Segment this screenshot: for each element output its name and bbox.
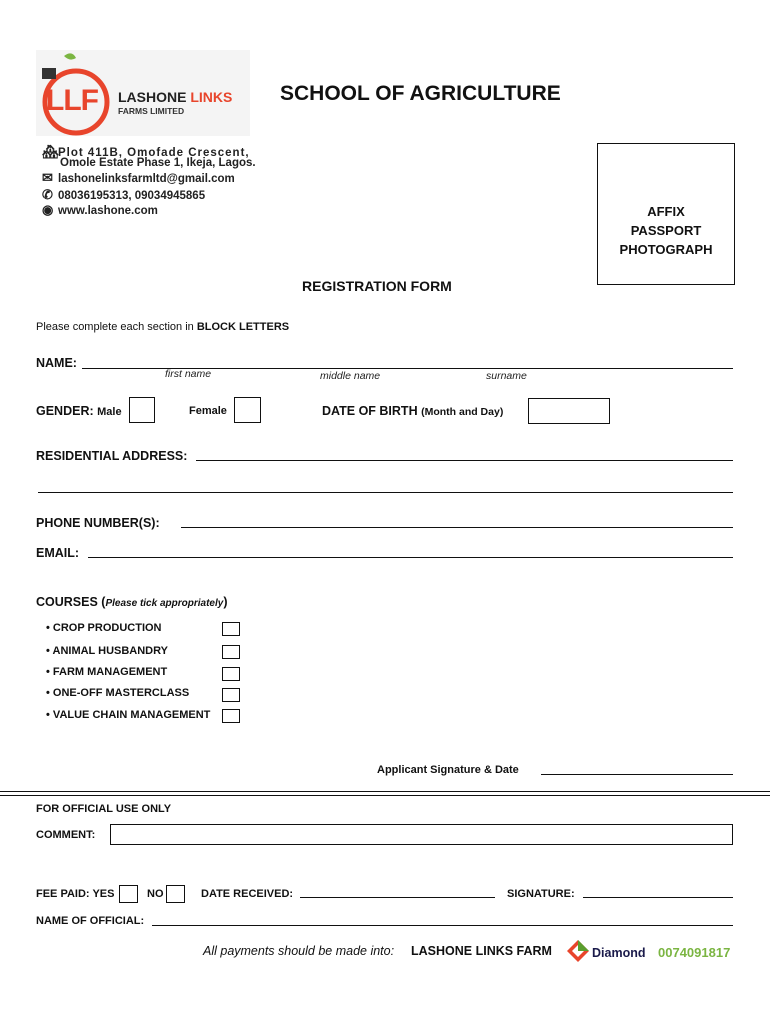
comment-field[interactable] [110,824,733,845]
course-checkbox[interactable] [222,688,240,702]
photo-line1: AFFIX [647,204,685,219]
diamond-bank-icon [566,939,590,963]
address-field-2[interactable] [38,492,733,493]
logo-sub: FARMS LIMITED [118,106,185,116]
address-line2: Omole Estate Phase 1, Ikeja, Lagos. [60,157,256,169]
course-item: • CROP PRODUCTION [46,622,162,634]
fee-yes-checkbox[interactable] [119,885,138,903]
surname-hint: surname [486,370,527,382]
course-item: • ONE-OFF MASTERCLASS [46,687,190,699]
dob-field[interactable] [528,398,610,424]
form-title: REGISTRATION FORM [302,278,452,294]
email-field[interactable] [88,557,733,558]
female-checkbox[interactable] [234,397,261,423]
logo-initials: LLF [46,84,98,117]
logo-name: LASHONE LINKS [118,89,233,105]
official-name-label: NAME OF OFFICIAL: [36,915,145,927]
phone-contact: ✆ 08036195313, 09034945865 [42,187,206,202]
passport-photo-box[interactable] [597,143,735,285]
comment-label: COMMENT: [36,829,96,841]
applicant-signature-field[interactable] [541,774,733,775]
course-item: • VALUE CHAIN MANAGEMENT [46,709,211,721]
official-title: FOR OFFICIAL USE ONLY [36,803,172,815]
gender-label: GENDER: Male [36,404,122,418]
course-checkbox[interactable] [222,645,240,659]
fee-no-label: NO [147,888,164,900]
name-label: NAME: [36,356,77,370]
logo [36,50,250,136]
course-item: • FARM MANAGEMENT [46,666,168,678]
courses-label: COURSES (Please tick appropriately) [36,595,228,609]
location-icon: 🏘 [42,144,59,159]
photo-line2: PASSPORT [630,223,702,238]
address: 🏘Plot 411B, Omofade Crescent, [42,144,250,159]
globe-icon: ◉ [42,202,54,217]
email-contact: ✉ lashonelinksfarmltd@gmail.com [42,170,235,185]
account-name: LASHONE LINKS FARM [411,944,552,958]
official-signature-field[interactable] [583,897,733,898]
address-label: RESIDENTIAL ADDRESS: [36,449,188,463]
fee-label: FEE PAID: YES [36,888,115,900]
photo-line3: PHOTOGRAPH [619,242,713,257]
school-title: SCHOOL OF AGRICULTURE [280,82,561,105]
dob-label: DATE OF BIRTH (Month and Day) [322,404,504,418]
bank-name: Diamond [592,946,646,960]
date-received-label: DATE RECEIVED: [201,888,294,900]
divider [0,791,770,792]
first-name-hint: first name [165,368,212,380]
female-label: Female [189,405,227,417]
applicant-signature-label: Applicant Signature & Date [377,764,519,776]
course-checkbox[interactable] [222,709,240,723]
instructions: Please complete each section in BLOCK LETTERS [36,321,290,333]
email-label: EMAIL: [36,546,80,560]
official-name-field[interactable] [152,925,733,926]
phone-field[interactable] [181,527,733,528]
payment-text: All payments should be made into: [203,944,395,958]
phone-label: PHONE NUMBER(S): [36,516,160,530]
fee-no-checkbox[interactable] [166,885,185,903]
course-checkbox[interactable] [222,667,240,681]
website-contact: ◉ www.lashone.com [42,202,158,217]
course-item: • ANIMAL HUSBANDRY [46,645,168,657]
middle-name-hint: middle name [320,370,381,382]
phone-icon: ✆ [42,187,53,202]
account-number: 0074091817 [658,945,731,960]
official-signature-label: SIGNATURE: [507,888,575,900]
divider [0,795,770,796]
date-received-field[interactable] [300,897,495,898]
address-field-1[interactable] [196,460,733,461]
mail-icon: ✉ [42,170,53,185]
male-checkbox[interactable] [129,397,155,423]
course-checkbox[interactable] [222,622,240,636]
